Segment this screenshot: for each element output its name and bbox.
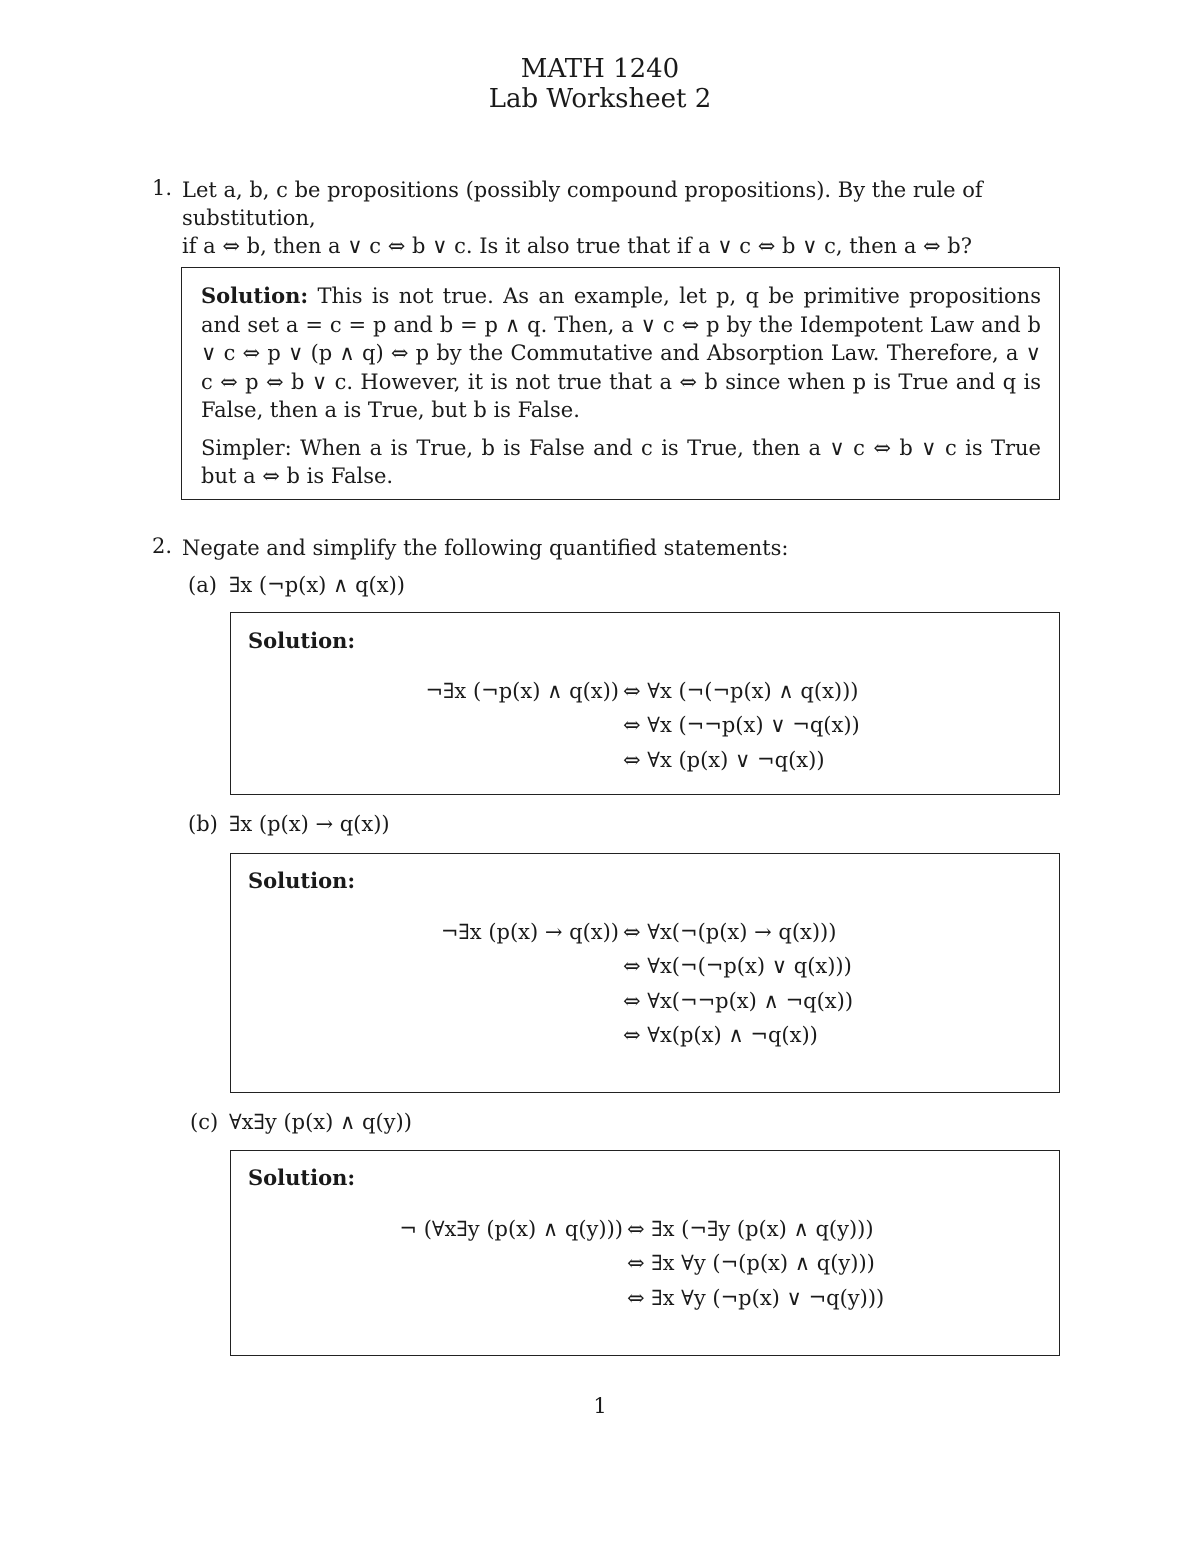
part-b-label: (b) [188,812,218,836]
part-c-label: (c) [190,1110,219,1134]
question-1-text [182,176,1062,260]
question-1-solution-paragraph-2: Simpler: When a is True, b is False and c is True, then a ∨ c ⇔ b ∨ c is True but a ⇔ b is False. [201,435,1041,488]
part-a-step-2: ⇔ ∀x (¬¬p(x) ∨ ¬q(x)) [623,713,860,737]
question-1-line-1: Let a, b, c be propositions (possibly compound propositions). By the rule of substitution, [182,178,983,230]
part-b-step-2: ⇔ ∀x(¬(¬p(x) ∨ q(x))) [623,954,852,978]
question-1-solution-paragraph-1 [201,282,1041,425]
part-a-solution-box [230,612,1060,795]
solution-label: Solution: [201,283,309,308]
question-1-line-2: if a ⇔ b, then a ∨ c ⇔ b ∨ c. Is it also true that if a ∨ c ⇔ b ∨ c, then a ⇔ b? [182,234,973,258]
part-a-lhs: ¬∃x (¬p(x) ∧ q(x)) [425,679,619,703]
part-c-step-1: ⇔ ∃x (¬∃y (p(x) ∧ q(y))) [627,1217,874,1241]
question-1-number: 1. [152,176,173,200]
question-2-number: 2. [152,534,173,558]
page-number: 1 [593,1394,607,1418]
part-b-step-1: ⇔ ∀x(¬(p(x) → q(x))) [623,920,837,944]
part-c-solution-box [230,1150,1060,1356]
part-b-step-3: ⇔ ∀x(¬¬p(x) ∧ ¬q(x)) [623,989,854,1013]
part-c-step-2: ⇔ ∃x ∀y (¬(p(x) ∧ q(y))) [627,1251,875,1275]
part-a-statement: ∃x (¬p(x) ∧ q(x)) [229,573,405,597]
part-c-solution-label: Solution: [248,1165,356,1190]
part-b-lhs: ¬∃x (p(x) → q(x)) [440,920,619,944]
part-a-step-3: ⇔ ∀x (p(x) ∨ ¬q(x)) [623,748,825,772]
part-c-lhs: ¬ (∀x∃y (p(x) ∧ q(y))) [399,1217,623,1241]
part-b-solution-label: Solution: [248,868,356,893]
worksheet-title: Lab Worksheet 2 [488,84,712,114]
part-b-solution-box [230,853,1060,1093]
part-a-step-1: ⇔ ∀x (¬(¬p(x) ∧ q(x))) [623,679,859,703]
part-b-statement: ∃x (p(x) → q(x)) [229,812,390,836]
part-b-step-4: ⇔ ∀x(p(x) ∧ ¬q(x)) [623,1023,818,1047]
question-2-prompt: Negate and simplify the following quantified statements: [182,536,789,560]
question-1-solution-text-1: This is not true. As an example, let p, q be primitive propositions and set a = c = p and b = p ∧ q. Then, a ∨ c ⇔ p by the Idempotent Law and b ∨ c ⇔ p ∨ (p ∧ q) ⇔ p by the Commutative and Absorption Law. Therefore, a ∨ c ⇔ p ⇔ b ∨ c. However, it is not true that a ⇔ b since when p is True and q is False, then a is True, but b is False. [201,284,1041,422]
part-a-label: (a) [188,573,217,597]
course-title: MATH 1240 [520,54,680,84]
part-a-solution-label: Solution: [248,628,356,653]
question-1-solution-box [181,267,1060,500]
part-c-step-3: ⇔ ∃x ∀y (¬p(x) ∨ ¬q(y))) [627,1286,885,1310]
part-c-statement: ∀x∃y (p(x) ∧ q(y)) [229,1110,412,1134]
